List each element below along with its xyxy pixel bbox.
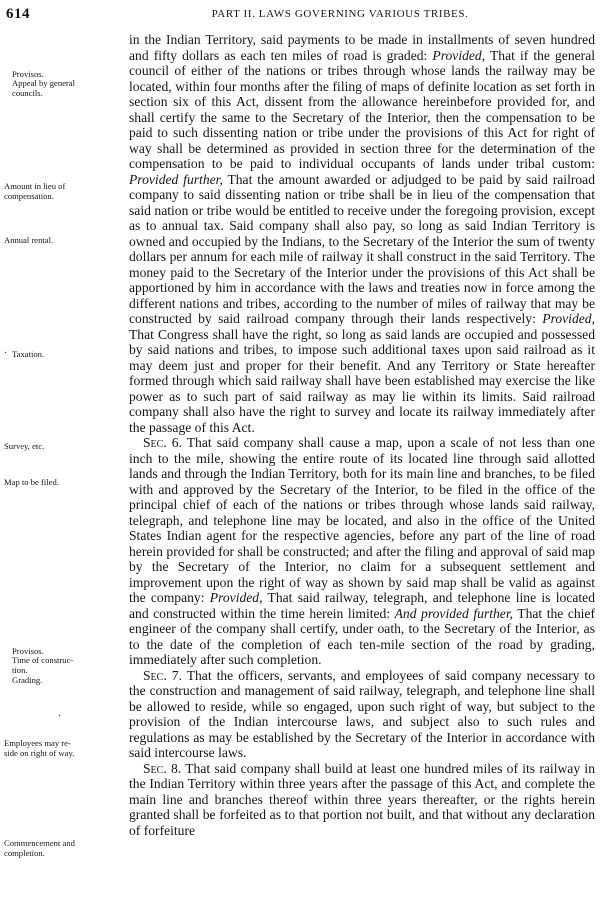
- proviso-text: Provided further,: [129, 171, 223, 187]
- margin-note-amount-in-lieu: Amount in lieu of compensation.: [4, 181, 66, 201]
- paragraph-text: That if the general council of either of the nations or tribes through whose lands the railway may be located, within four months after the filing of maps of definite location as set forth in section six of this Act, dissent from the allowance hereinbefore provided for, and shall certify the same to the Secretary of the Interior, then the compensation to be paid to such dissenting nation or tribe under the provisions of this Act for right of way shall be determined as provided in section three for the determination of the compensation to be paid to individual occupants of lands under tribal custom:: [129, 47, 595, 171]
- paragraph-text: That the officers, servants, and employees of said company necessary to the construction and management of said railway, telegraph, and telephone line shall be allowed to reside, while so engaged, upon such right of way, but subject to the provision of the Indian intercourse laws, and subject also to such rules and regulations as may be established by the Secretary of the Interior in accordance with said intercourse laws.: [129, 667, 595, 760]
- section-label: Sec. 7.: [143, 667, 182, 683]
- marginal-notes: [4, 0, 126, 921]
- paragraph-text: That Congress shall have the right, so long as said lands are occupied and possessed by said nations and tribes, to impose such additional taxes upon said railroad as it may deem just and proper for their benefit. And any Territory or State hereafter formed through which said railway shall have been established may exercise the like power as to such part of said railway as may lie within its limits. Said railroad company shall also have the right to survey and locate its railway immediately after the passage of this Act.: [129, 326, 595, 435]
- margin-note-survey: Survey, etc.: [4, 441, 45, 451]
- body-text: [129, 32, 595, 917]
- paragraph-continuation: [129, 32, 595, 435]
- paragraph-text: in the Indian Territory, said payments to be made in installments of seven hundred and fifty dollars as each ten miles of road is graded:: [129, 32, 595, 63]
- paragraph-sec-8: [129, 761, 595, 839]
- paragraph-sec-7: [129, 668, 595, 761]
- proviso-text: And provided further,: [394, 605, 514, 621]
- margin-note-taxation: Taxation.: [12, 349, 45, 359]
- proviso-text: Provided,: [209, 590, 263, 605]
- margin-note-grading: Grading.: [12, 675, 43, 685]
- paragraph-text: That said company shall build at least one hundred miles of its railway in the Indian Territory within three years after the passage of this Act, and complete the main line and branches thereof within three years thereafter, or the rights herein granted shall be forfeited as to that portion not built, and that without any declaration of forfeiture: [129, 760, 595, 838]
- page-number: 614: [6, 6, 30, 22]
- paragraph-text: That the chief engineer of the company shall certify, under oath, to the Secretary of the Interior, as to the date of the completion of each ten-mile section of the road by grading, immediately after such completion.: [129, 605, 595, 667]
- margin-note-commencement-completion: Commencement and completion.: [4, 838, 75, 858]
- margin-note-map-to-be-filed: Map to be filed.: [4, 477, 59, 487]
- margin-note-time-of-construction: Time of construc- tion.: [12, 655, 74, 675]
- paragraph-text: That the amount awarded or adjudged to be paid by said railroad company to said dissenting nation or tribe shall be in lieu of the compensation that said nation or tribe would be entitled to receive under the foregoing provision, except as to annual tax. Said company shall also pay, so long as said Indian Territory is owned and occupied by the Indians, to the Secretary of the Interior the sum of twenty dollars per annum for each mile of railway it shall construct in the said Territory. The money paid to the Secretary of the Interior under the provisions of this Act shall be apportioned by him in accordance with the laws and treaties now in force among the different nations and tribes, according to the number of miles of railway that may be constructed by said railroad company through their lands respectively:: [129, 171, 595, 326]
- margin-note-appeal-general-councils: Appeal by general councils.: [12, 78, 75, 98]
- paragraph-sec-6: [129, 435, 595, 668]
- margin-note-provisos-2: Provisos.: [12, 646, 44, 656]
- paragraph-text: That said company shall cause a map, upon a scale of not less than one inch to the mile, showing the entire route of its located line through said allotted lands and through the Indian Territory, both for its main line and branches, to be filed with and approved by the Secretary of the Interior, to be filed in the office of the principal chief of each of the nations or tribes through whose lands said railway, telegraph, and telephone line may be located, and also in the office of the United States Indian agent for the respective agencies, before any part of the line of road herein provided for shall be constructed; and after the filing and approval of said map by the Secretary of the Interior, no claim for a subsequent settlement and improvement upon the right of way as shown by said map shall be valid as against the company:: [129, 435, 595, 605]
- margin-note-employees-may-reside: Employees may re- side on right of way.: [4, 738, 75, 758]
- running-head: PART II. LAWS GOVERNING VARIOUS TRIBES.: [211, 8, 469, 20]
- margin-note-provisos: Provisos.: [12, 69, 44, 79]
- section-label: Sec. 6.: [143, 435, 182, 450]
- section-label: Sec. 8.: [143, 760, 182, 776]
- margin-note-annual-rental: Annual rental.: [4, 235, 54, 245]
- proviso-text: Provided,: [432, 47, 486, 63]
- margin-dot: ·: [4, 348, 8, 359]
- proviso-text: Provided,: [542, 311, 595, 326]
- paragraph-text: That said railway, telegraph, and telephone line is located and constructed within the time herein limited:: [129, 590, 595, 621]
- margin-dot-2: ·: [58, 711, 62, 722]
